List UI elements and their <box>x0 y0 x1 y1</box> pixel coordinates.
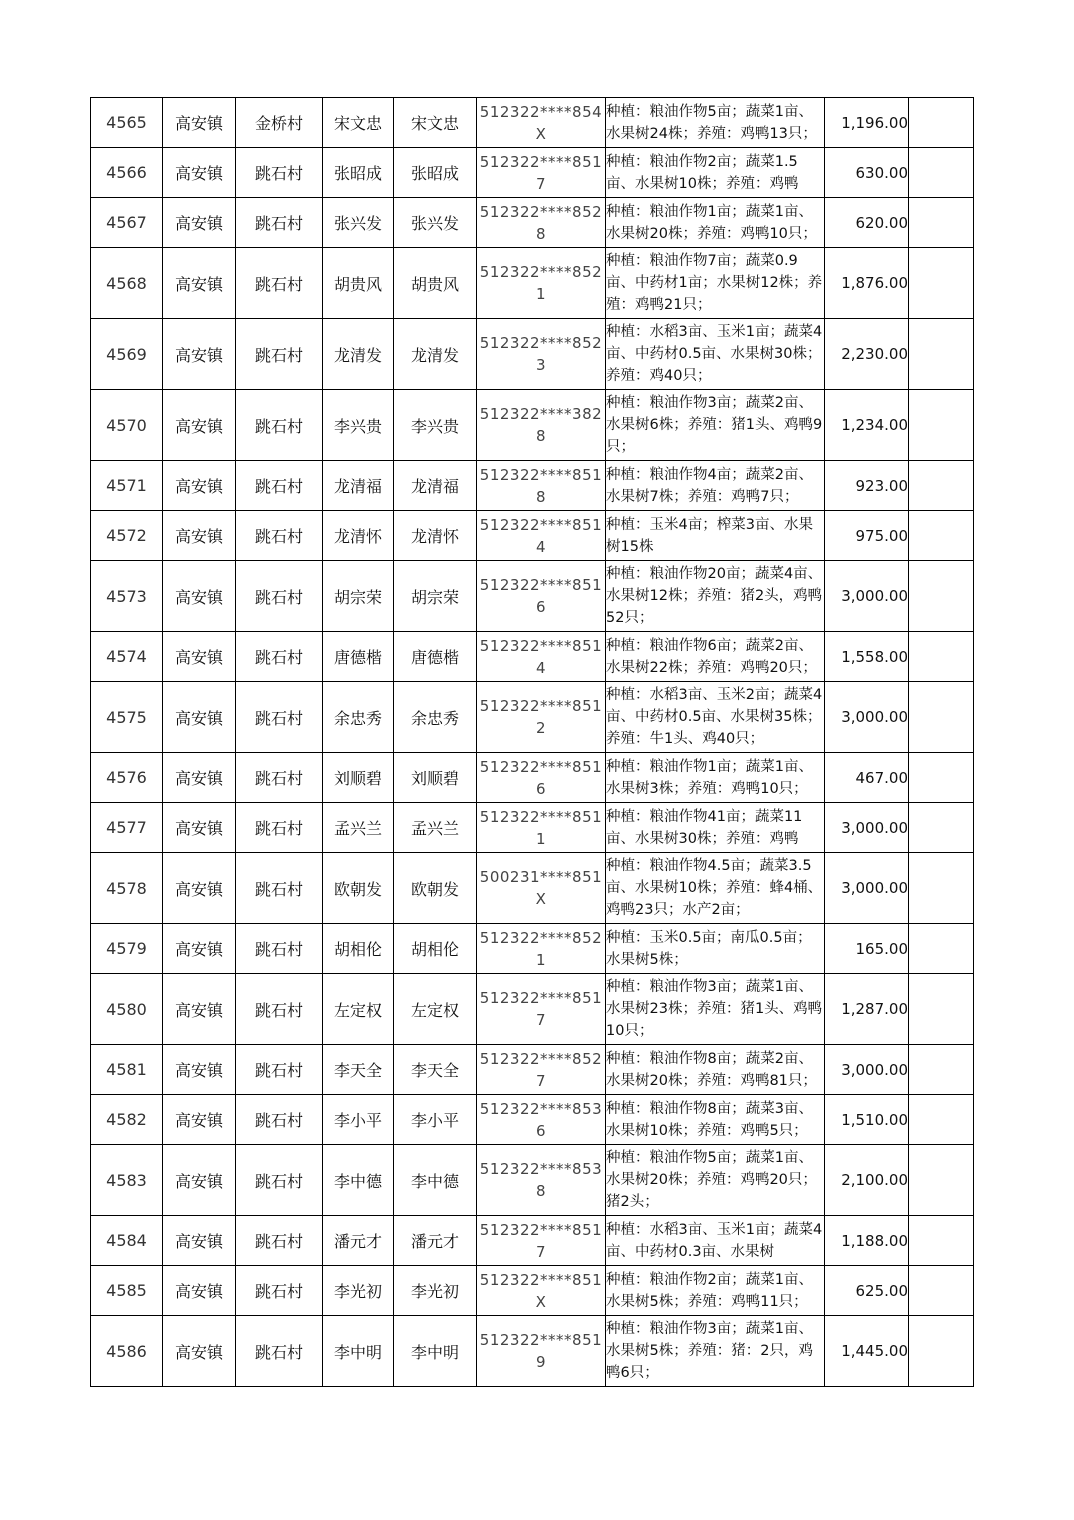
amount-cell: 467.00 <box>825 753 909 803</box>
village-cell: 跳石村 <box>236 632 323 682</box>
town-cell: 高安镇 <box>163 198 236 248</box>
production-desc-cell <box>606 461 825 511</box>
id-number-cell: 512322****8516 <box>477 753 606 803</box>
town-cell: 高安镇 <box>163 1316 236 1387</box>
payee-cell: 龙清福 <box>394 461 477 511</box>
production-desc-cell <box>606 198 825 248</box>
name-cell: 李天全 <box>323 1045 394 1095</box>
remark-cell <box>909 319 974 390</box>
amount-cell: 1,188.00 <box>825 1216 909 1266</box>
table-row <box>91 461 974 511</box>
production-desc-cell <box>606 1145 825 1216</box>
production-desc-cell <box>606 390 825 461</box>
remark-cell <box>909 1045 974 1095</box>
seq-cell: 4586 <box>91 1316 163 1387</box>
table-row <box>91 1095 974 1145</box>
town-cell: 高安镇 <box>163 390 236 461</box>
village-cell: 跳石村 <box>236 1266 323 1316</box>
town-cell: 高安镇 <box>163 1216 236 1266</box>
payee-cell: 胡相伦 <box>394 924 477 974</box>
village-cell: 跳石村 <box>236 390 323 461</box>
name-cell: 胡贵风 <box>323 248 394 319</box>
village-cell: 跳石村 <box>236 974 323 1045</box>
town-cell: 高安镇 <box>163 511 236 561</box>
table-row <box>91 1045 974 1095</box>
production-desc-text: 种植：粮油作物6亩；蔬菜2亩、水果树22株；养殖：鸡鸭20只； <box>606 637 817 676</box>
id-number-cell: 512322****8517 <box>477 1216 606 1266</box>
payee-cell: 李天全 <box>394 1045 477 1095</box>
town-cell: 高安镇 <box>163 1045 236 1095</box>
village-cell: 跳石村 <box>236 461 323 511</box>
payee-cell: 宋文忠 <box>394 98 477 148</box>
seq-cell: 4585 <box>91 1266 163 1316</box>
id-number-cell: 512322****8514 <box>477 511 606 561</box>
production-desc-cell <box>606 853 825 924</box>
remark-cell <box>909 561 974 632</box>
village-cell: 跳石村 <box>236 803 323 853</box>
payee-cell: 龙清怀 <box>394 511 477 561</box>
town-cell: 高安镇 <box>163 753 236 803</box>
production-desc-cell <box>606 1266 825 1316</box>
production-desc-text: 种植：粮油作物41亩；蔬菜11亩、水果树30株；养殖：鸡鸭 <box>606 808 803 847</box>
village-cell: 跳石村 <box>236 924 323 974</box>
village-cell: 跳石村 <box>236 198 323 248</box>
amount-cell: 165.00 <box>825 924 909 974</box>
name-cell: 胡相伦 <box>323 924 394 974</box>
production-desc-text: 种植：粮油作物8亩；蔬菜3亩、水果树10株；养殖：鸡鸭5只； <box>606 1100 813 1139</box>
village-cell: 跳石村 <box>236 561 323 632</box>
table-row <box>91 511 974 561</box>
name-cell: 龙清怀 <box>323 511 394 561</box>
town-cell: 高安镇 <box>163 1095 236 1145</box>
remark-cell <box>909 682 974 753</box>
village-cell: 跳石村 <box>236 511 323 561</box>
production-desc-text: 种植：粮油作物3亩；蔬菜1亩、水果树5株；养殖：猪：2只，鸡鸭6只； <box>606 1321 813 1381</box>
table-row <box>91 248 974 319</box>
production-desc-text: 种植：玉米0.5亩；南瓜0.5亩；水果树5株； <box>606 929 812 968</box>
id-number-cell: 512322****8521 <box>477 248 606 319</box>
remark-cell <box>909 974 974 1045</box>
remark-cell <box>909 1216 974 1266</box>
seq-cell: 4579 <box>91 924 163 974</box>
town-cell: 高安镇 <box>163 461 236 511</box>
id-number-cell: 512322****8514 <box>477 632 606 682</box>
id-number-cell: 512322****8517 <box>477 974 606 1045</box>
town-cell: 高安镇 <box>163 803 236 853</box>
payee-cell: 李中明 <box>394 1316 477 1387</box>
production-desc-text: 种植：粮油作物3亩；蔬菜2亩、水果树6株；养殖：猪1头、鸡鸭9只； <box>606 395 823 455</box>
amount-cell: 1,287.00 <box>825 974 909 1045</box>
table-row <box>91 803 974 853</box>
village-cell: 跳石村 <box>236 1095 323 1145</box>
village-cell: 跳石村 <box>236 1216 323 1266</box>
name-cell: 龙清福 <box>323 461 394 511</box>
name-cell: 李中明 <box>323 1316 394 1387</box>
id-number-cell: 512322****8512 <box>477 682 606 753</box>
payee-cell: 余忠秀 <box>394 682 477 753</box>
amount-cell: 3,000.00 <box>825 561 909 632</box>
production-desc-text: 种植：粮油作物3亩；蔬菜1亩、水果树23株；养殖：猪1头、鸡鸭10只； <box>606 979 823 1039</box>
table-row <box>91 682 974 753</box>
remark-cell <box>909 1316 974 1387</box>
id-number-cell: 512322****8511 <box>477 803 606 853</box>
amount-cell: 3,000.00 <box>825 803 909 853</box>
seq-cell: 4582 <box>91 1095 163 1145</box>
payee-cell: 龙清发 <box>394 319 477 390</box>
production-desc-text: 种植：粮油作物1亩；蔬菜1亩、水果树20株；养殖：鸡鸭10只； <box>606 203 817 242</box>
town-cell: 高安镇 <box>163 319 236 390</box>
production-desc-cell <box>606 924 825 974</box>
amount-cell: 1,445.00 <box>825 1316 909 1387</box>
amount-cell: 2,100.00 <box>825 1145 909 1216</box>
seq-cell: 4567 <box>91 198 163 248</box>
production-desc-text: 种植：玉米4亩；榨菜3亩、水果树15株 <box>606 516 813 555</box>
seq-cell: 4565 <box>91 98 163 148</box>
name-cell: 左定权 <box>323 974 394 1045</box>
remark-cell <box>909 511 974 561</box>
payee-cell: 潘元才 <box>394 1216 477 1266</box>
table-row <box>91 1266 974 1316</box>
production-desc-cell <box>606 98 825 148</box>
town-cell: 高安镇 <box>163 632 236 682</box>
id-number-cell: 512322****8518 <box>477 461 606 511</box>
id-number-cell: 512322****854X <box>477 98 606 148</box>
payee-cell: 欧朝发 <box>394 853 477 924</box>
remark-cell <box>909 98 974 148</box>
remark-cell <box>909 1095 974 1145</box>
id-number-cell: 512322****8527 <box>477 1045 606 1095</box>
table-row <box>91 753 974 803</box>
table-row <box>91 319 974 390</box>
subsidy-table <box>90 97 974 1387</box>
seq-cell: 4576 <box>91 753 163 803</box>
production-desc-text: 种植：粮油作物1亩；蔬菜1亩、水果树3株；养殖：鸡鸭10只； <box>606 758 813 797</box>
production-desc-cell <box>606 319 825 390</box>
village-cell: 跳石村 <box>236 319 323 390</box>
remark-cell <box>909 148 974 198</box>
village-cell: 跳石村 <box>236 1145 323 1216</box>
name-cell: 余忠秀 <box>323 682 394 753</box>
production-desc-cell <box>606 1095 825 1145</box>
payee-cell: 李中德 <box>394 1145 477 1216</box>
town-cell: 高安镇 <box>163 682 236 753</box>
table-row <box>91 148 974 198</box>
payee-cell: 刘顺碧 <box>394 753 477 803</box>
village-cell: 跳石村 <box>236 682 323 753</box>
village-cell: 跳石村 <box>236 148 323 198</box>
table-row <box>91 853 974 924</box>
production-desc-cell <box>606 148 825 198</box>
village-cell: 跳石村 <box>236 1045 323 1095</box>
production-desc-cell <box>606 511 825 561</box>
production-desc-cell <box>606 632 825 682</box>
payee-cell: 李小平 <box>394 1095 477 1145</box>
seq-cell: 4575 <box>91 682 163 753</box>
amount-cell: 1,558.00 <box>825 632 909 682</box>
table-row <box>91 390 974 461</box>
town-cell: 高安镇 <box>163 98 236 148</box>
name-cell: 潘元才 <box>323 1216 394 1266</box>
payee-cell: 李光初 <box>394 1266 477 1316</box>
remark-cell <box>909 198 974 248</box>
remark-cell <box>909 632 974 682</box>
table-row <box>91 1145 974 1216</box>
production-desc-text: 种植：粮油作物4亩；蔬菜2亩、水果树7株；养殖：鸡鸭7只； <box>606 466 813 505</box>
name-cell: 李小平 <box>323 1095 394 1145</box>
village-cell: 跳石村 <box>236 248 323 319</box>
table-row <box>91 1216 974 1266</box>
village-cell: 跳石村 <box>236 753 323 803</box>
seq-cell: 4584 <box>91 1216 163 1266</box>
production-desc-cell <box>606 974 825 1045</box>
payee-cell: 张兴发 <box>394 198 477 248</box>
seq-cell: 4583 <box>91 1145 163 1216</box>
table-row <box>91 98 974 148</box>
remark-cell <box>909 1266 974 1316</box>
name-cell: 唐德楷 <box>323 632 394 682</box>
name-cell: 李兴贵 <box>323 390 394 461</box>
remark-cell <box>909 461 974 511</box>
amount-cell: 2,230.00 <box>825 319 909 390</box>
town-cell: 高安镇 <box>163 1145 236 1216</box>
id-number-cell: 512322****851X <box>477 1266 606 1316</box>
town-cell: 高安镇 <box>163 1266 236 1316</box>
production-desc-text: 种植：粮油作物7亩；蔬菜0.9亩、中药材1亩；水果树12株；养殖：鸡鸭21只； <box>606 253 823 313</box>
seq-cell: 4580 <box>91 974 163 1045</box>
payee-cell: 胡宗荣 <box>394 561 477 632</box>
town-cell: 高安镇 <box>163 924 236 974</box>
production-desc-text: 种植：粮油作物8亩；蔬菜2亩、水果树20株；养殖：鸡鸭81只； <box>606 1050 817 1089</box>
amount-cell: 630.00 <box>825 148 909 198</box>
payee-cell: 唐德楷 <box>394 632 477 682</box>
production-desc-cell <box>606 1316 825 1387</box>
remark-cell <box>909 390 974 461</box>
name-cell: 李中德 <box>323 1145 394 1216</box>
amount-cell: 975.00 <box>825 511 909 561</box>
production-desc-text: 种植：粮油作物20亩；蔬菜4亩、水果树12株；养殖：猪2头，鸡鸭52只； <box>606 566 823 626</box>
payee-cell: 李兴贵 <box>394 390 477 461</box>
town-cell: 高安镇 <box>163 974 236 1045</box>
table-body <box>91 98 974 1387</box>
seq-cell: 4571 <box>91 461 163 511</box>
payee-cell: 左定权 <box>394 974 477 1045</box>
table-row <box>91 632 974 682</box>
town-cell: 高安镇 <box>163 853 236 924</box>
town-cell: 高安镇 <box>163 248 236 319</box>
seq-cell: 4578 <box>91 853 163 924</box>
seq-cell: 4566 <box>91 148 163 198</box>
production-desc-text: 种植：粮油作物2亩；蔬菜1亩、水果树5株；养殖：鸡鸭11只； <box>606 1271 813 1310</box>
payee-cell: 张昭成 <box>394 148 477 198</box>
name-cell: 宋文忠 <box>323 98 394 148</box>
name-cell: 孟兴兰 <box>323 803 394 853</box>
seq-cell: 4581 <box>91 1045 163 1095</box>
id-number-cell: 512322****8538 <box>477 1145 606 1216</box>
production-desc-text: 种植：粮油作物5亩；蔬菜1亩、水果树24株；养殖：鸡鸭13只； <box>606 103 817 142</box>
town-cell: 高安镇 <box>163 561 236 632</box>
production-desc-text: 种植：粮油作物2亩；蔬菜1.5亩、水果树10株；养殖：鸡鸭 <box>606 153 799 192</box>
table-row <box>91 1316 974 1387</box>
name-cell: 欧朝发 <box>323 853 394 924</box>
id-number-cell: 512322****3828 <box>477 390 606 461</box>
id-number-cell: 512322****8521 <box>477 924 606 974</box>
production-desc-cell <box>606 682 825 753</box>
seq-cell: 4577 <box>91 803 163 853</box>
table-row <box>91 974 974 1045</box>
amount-cell: 1,234.00 <box>825 390 909 461</box>
amount-cell: 3,000.00 <box>825 682 909 753</box>
id-number-cell: 512322****8519 <box>477 1316 606 1387</box>
amount-cell: 620.00 <box>825 198 909 248</box>
production-desc-text: 种植：水稻3亩、玉米1亩；蔬菜4亩、中药材0.3亩、水果树 <box>606 1221 823 1260</box>
name-cell: 张昭成 <box>323 148 394 198</box>
remark-cell <box>909 753 974 803</box>
seq-cell: 4573 <box>91 561 163 632</box>
id-number-cell: 512322****8528 <box>477 198 606 248</box>
production-desc-text: 种植：粮油作物4.5亩；蔬菜3.5亩、水果树10株；养殖：蜂4桶、鸡鸭23只；水产2亩； <box>606 858 823 918</box>
production-desc-cell <box>606 753 825 803</box>
amount-cell: 1,196.00 <box>825 98 909 148</box>
production-desc-cell <box>606 803 825 853</box>
id-number-cell: 500231****851X <box>477 853 606 924</box>
id-number-cell: 512322****8523 <box>477 319 606 390</box>
village-cell: 金桥村 <box>236 98 323 148</box>
amount-cell: 3,000.00 <box>825 853 909 924</box>
id-number-cell: 512322****8536 <box>477 1095 606 1145</box>
production-desc-cell <box>606 1216 825 1266</box>
name-cell: 张兴发 <box>323 198 394 248</box>
name-cell: 胡宗荣 <box>323 561 394 632</box>
production-desc-cell <box>606 248 825 319</box>
payee-cell: 胡贵风 <box>394 248 477 319</box>
production-desc-cell <box>606 1045 825 1095</box>
amount-cell: 1,876.00 <box>825 248 909 319</box>
payee-cell: 孟兴兰 <box>394 803 477 853</box>
table-row <box>91 198 974 248</box>
remark-cell <box>909 924 974 974</box>
name-cell: 刘顺碧 <box>323 753 394 803</box>
production-desc-text: 种植：水稻3亩、玉米2亩；蔬菜4亩、中药材0.5亩、水果树35株；养殖：牛1头、鸡40只； <box>606 687 823 747</box>
remark-cell <box>909 803 974 853</box>
seq-cell: 4570 <box>91 390 163 461</box>
name-cell: 龙清发 <box>323 319 394 390</box>
id-number-cell: 512322****8517 <box>477 148 606 198</box>
seq-cell: 4568 <box>91 248 163 319</box>
village-cell: 跳石村 <box>236 853 323 924</box>
id-number-cell: 512322****8516 <box>477 561 606 632</box>
seq-cell: 4569 <box>91 319 163 390</box>
amount-cell: 625.00 <box>825 1266 909 1316</box>
remark-cell <box>909 248 974 319</box>
production-desc-text: 种植：粮油作物5亩；蔬菜1亩、水果树20株；养殖：鸡鸭20只；猪2头； <box>606 1150 817 1210</box>
seq-cell: 4572 <box>91 511 163 561</box>
production-desc-text: 种植：水稻3亩、玉米1亩；蔬菜4亩、中药材0.5亩、水果树30株；养殖：鸡40只； <box>606 324 823 384</box>
table-row <box>91 924 974 974</box>
amount-cell: 923.00 <box>825 461 909 511</box>
name-cell: 李光初 <box>323 1266 394 1316</box>
remark-cell <box>909 1145 974 1216</box>
amount-cell: 1,510.00 <box>825 1095 909 1145</box>
table-row <box>91 561 974 632</box>
town-cell: 高安镇 <box>163 148 236 198</box>
seq-cell: 4574 <box>91 632 163 682</box>
production-desc-cell <box>606 561 825 632</box>
amount-cell: 3,000.00 <box>825 1045 909 1095</box>
village-cell: 跳石村 <box>236 1316 323 1387</box>
remark-cell <box>909 853 974 924</box>
